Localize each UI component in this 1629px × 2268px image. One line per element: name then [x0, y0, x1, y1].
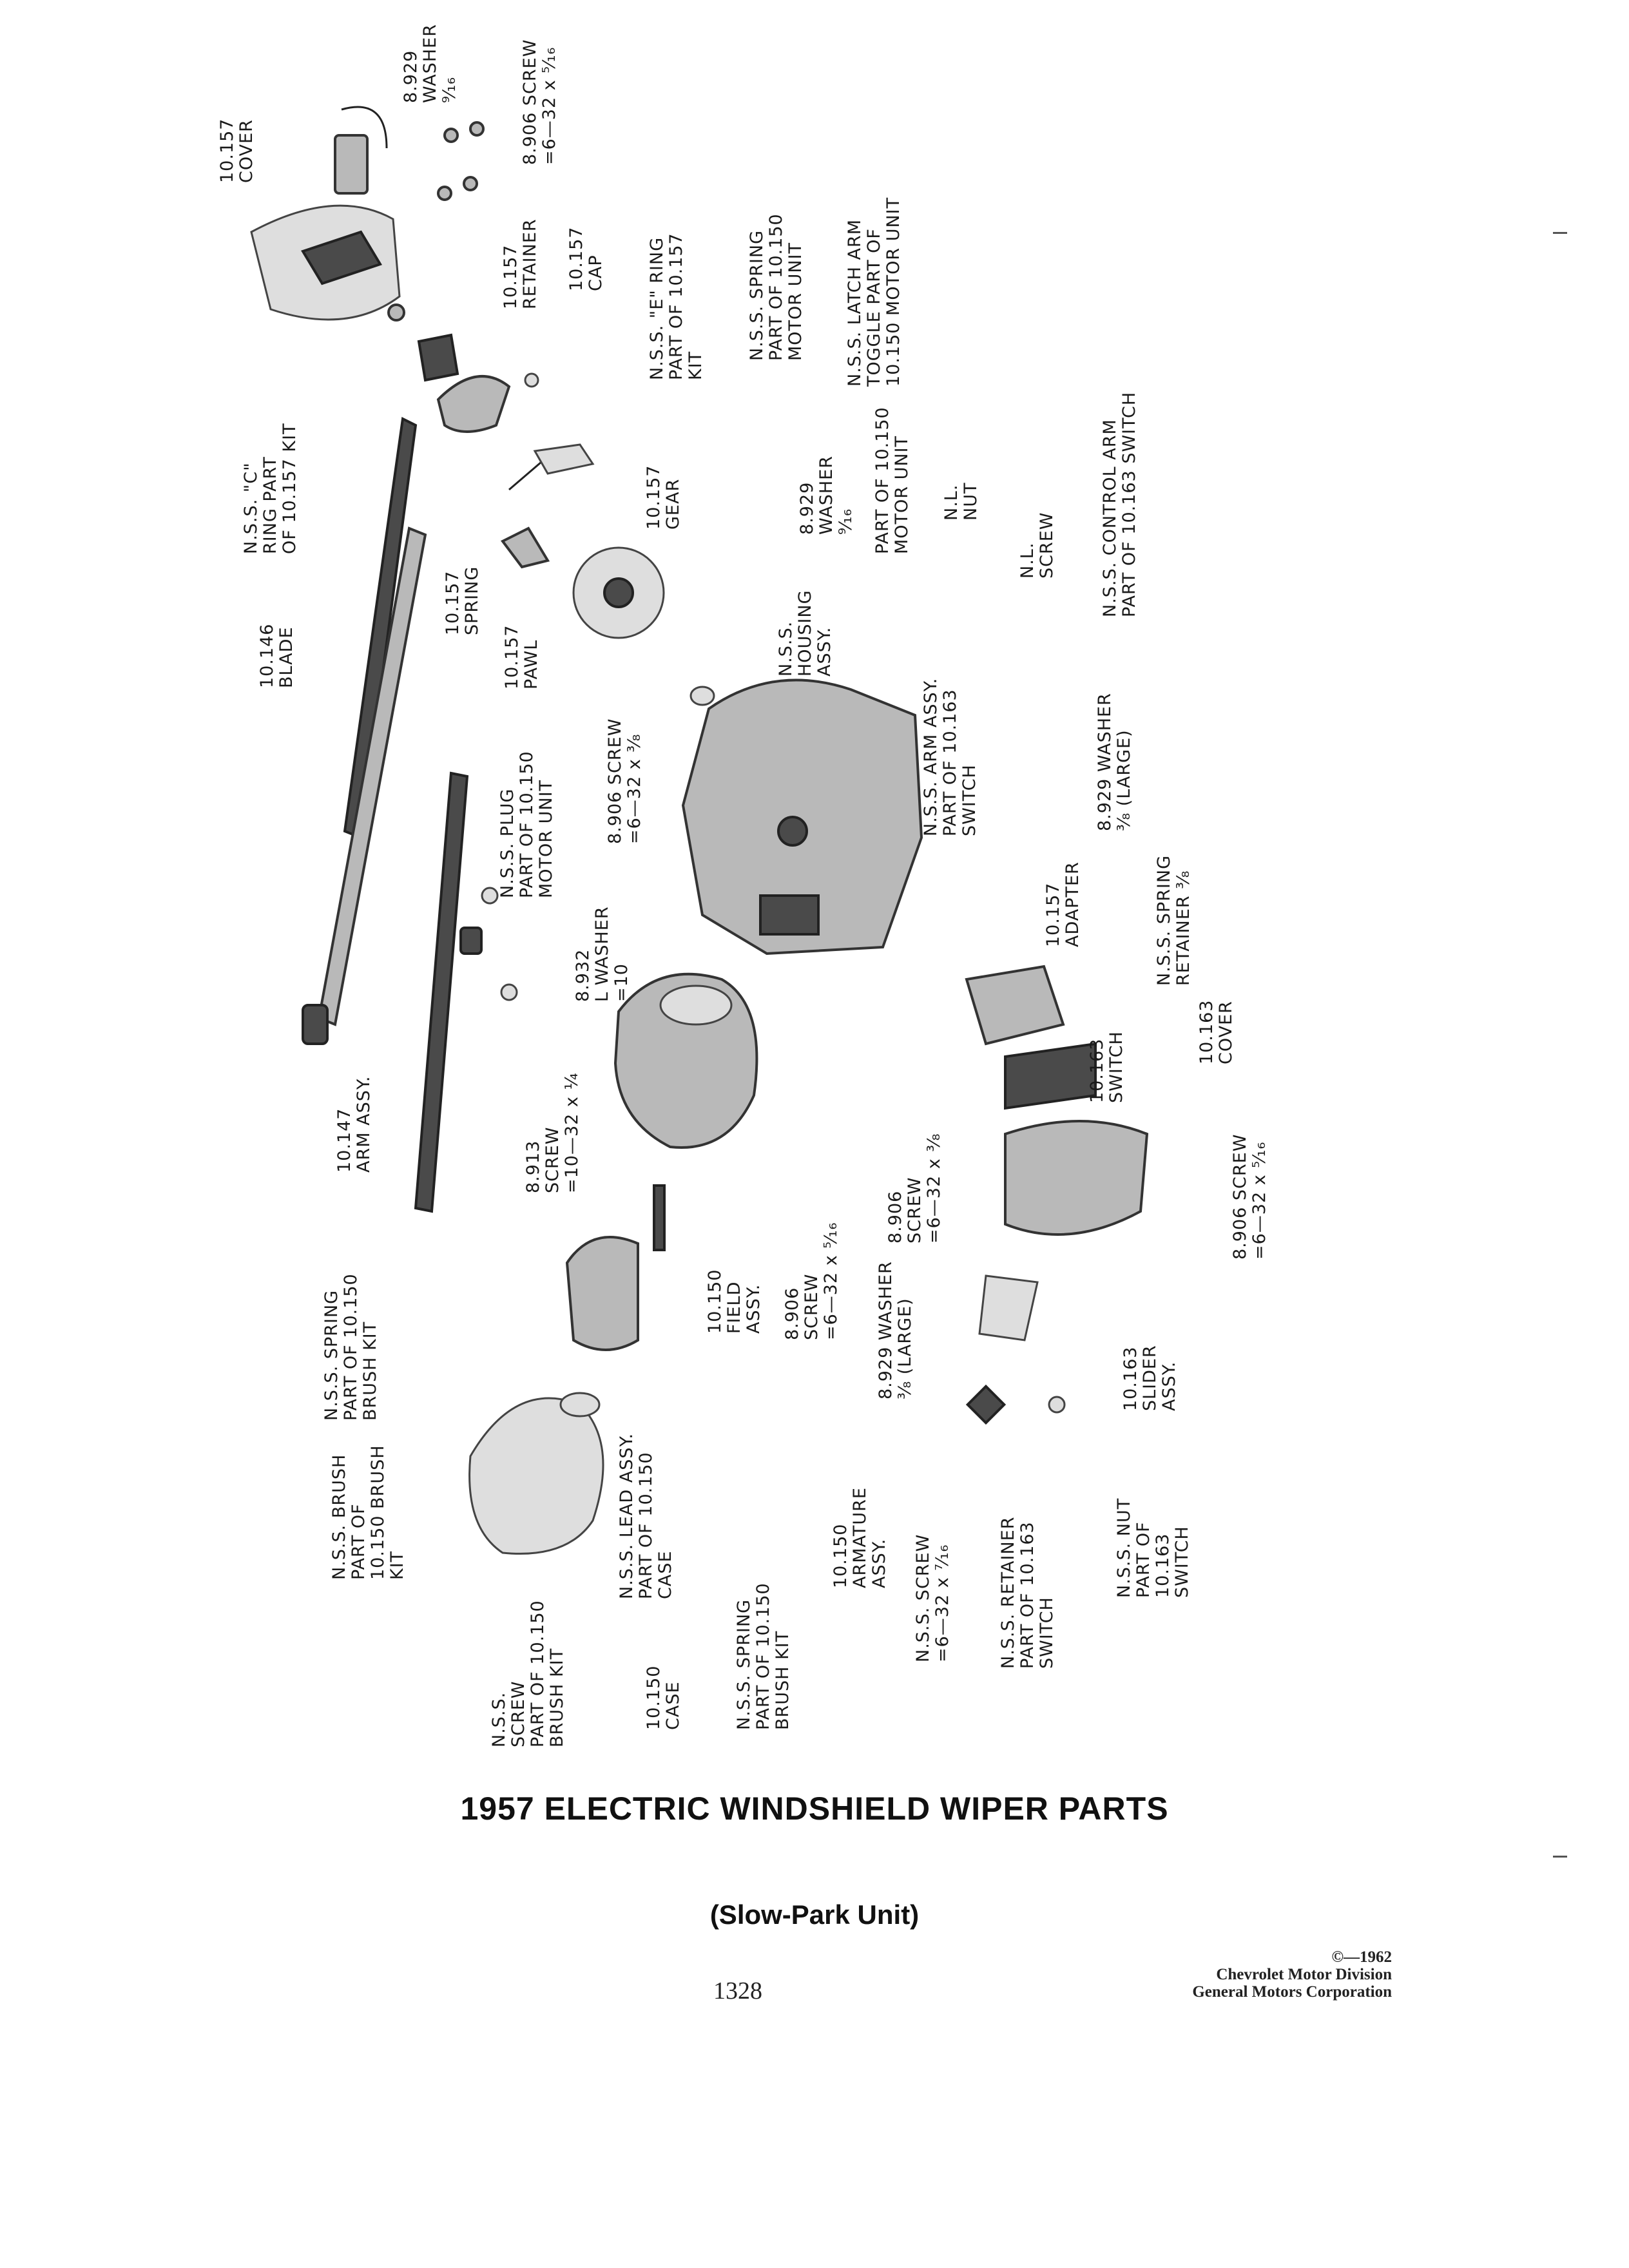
label-plug: N.S.S. PLUG PART OF 10.150 MOTOR UNIT: [497, 751, 556, 898]
motor-case-part: [470, 1393, 603, 1553]
label-spring-10157: 10.157 SPRING: [443, 566, 482, 635]
label-screw-8906-top: 8.906 SCREW =6—32 x ⁵⁄₁₆: [520, 39, 559, 165]
armature-part: [567, 1186, 664, 1350]
label-washer-8929-mid: 8.929 WASHER ⁹⁄₁₆: [797, 456, 856, 535]
label-spring-retainer: N.S.S. SPRING RETAINER ³⁄₈: [1154, 854, 1193, 986]
label-nut-switch: N.S.S. NUT PART OF 10.163 SWITCH: [1114, 1497, 1192, 1598]
label-washer-8929-top: 8.929 WASHER ⁹⁄₁₆: [401, 24, 459, 103]
label-lead-assy: N.S.S. LEAD ASSY. PART OF 10.150 CASE: [617, 1432, 675, 1599]
label-nl-screw: N.L. SCREW: [1017, 512, 1057, 579]
label-field-assy: 10.150 FIELD ASSY.: [705, 1269, 764, 1334]
label-screw-nss-716: N.S.S. SCREW =6—32 x ⁷⁄₁₆: [913, 1533, 952, 1662]
label-latch-arm: N.S.S. LATCH ARM TOGGLE PART OF 10.150 MOTOR UNIT: [845, 197, 903, 387]
label-arm-assy-switch: N.S.S. ARM ASSY. PART OF 10.163 SWITCH: [921, 677, 979, 836]
margin-mark-top: [1553, 232, 1567, 234]
label-slider-assy: 10.163 SLIDER ASSY.: [1121, 1345, 1179, 1411]
copyright-line-2: Chevrolet Motor Division: [1216, 1966, 1392, 1983]
label-washer-8929-large: 8.929 WASHER ³⁄₈ (LARGE): [1095, 693, 1134, 831]
label-switch-10163: 10.163 SWITCH: [1087, 1031, 1126, 1103]
motor-cover-part: [251, 107, 400, 320]
copyright-block: [1121, 1948, 1392, 2001]
label-adapter-10157: 10.157 ADAPTER: [1043, 861, 1083, 947]
margin-mark-bottom: [1553, 1856, 1567, 1858]
label-cap-10157: 10.157 CAP: [566, 226, 606, 291]
label-screw-8906-b: 8.906 SCREW =6—32 x ³⁄₈: [885, 1133, 944, 1244]
label-screw-8906-right: 8.906 SCREW =6—32 x ⁵⁄₁₆: [1230, 1133, 1269, 1260]
spring-pawl-parts: [503, 445, 593, 567]
label-washer-8929-low: 8.929 WASHER ³⁄₈ (LARGE): [876, 1261, 915, 1399]
label-screw-8913: 8.913 SCREW =10—32 x ¼: [523, 1072, 582, 1193]
label-e-ring: N.S.S. "E" RING PART OF 10.157 KIT: [647, 233, 706, 380]
label-screw-8906-a: 8.906 SCREW =6—32 x ⁵⁄₁₆: [782, 1222, 841, 1340]
label-cover-10157: 10.157 COVER: [217, 118, 256, 183]
copyright-line-3: General Motors Corporation: [1192, 1983, 1392, 2001]
label-control-arm: N.S.S. CONTROL ARM PART OF 10.163 SWITCH: [1100, 391, 1139, 617]
gear-part: [574, 548, 664, 638]
label-spring-motor-unit: N.S.S. SPRING PART OF 10.150 MOTOR UNIT: [747, 213, 805, 361]
housing-part: [683, 680, 921, 954]
copyright-line-1: ©—1962: [1331, 1948, 1392, 1966]
label-case-10150: 10.150 CASE: [644, 1665, 683, 1730]
second-blade-part: [416, 773, 467, 1211]
wiper-arm-part: [303, 528, 425, 1044]
label-brush: N.S.S. BRUSH PART OF 10.150 BRUSH KIT: [329, 1445, 407, 1580]
label-part-of-motor-unit: PART OF 10.150 MOTOR UNIT: [872, 407, 912, 554]
label-blade-10146: 10.146 BLADE: [257, 623, 296, 688]
label-armature-assy: 10.150 ARMATURE ASSY.: [831, 1487, 889, 1588]
page-number: 1328: [713, 1977, 762, 2004]
retainer-cap-parts: [419, 335, 538, 432]
label-nss-screw-brush-kit: N.S.S. SCREW PART OF 10.150 BRUSH KIT: [489, 1600, 567, 1747]
label-retainer-switch: N.S.S. RETAINER PART OF 10.163 SWITCH: [998, 1516, 1057, 1669]
label-arm-assy-10147: 10.147 ARM ASSY.: [334, 1075, 374, 1173]
label-housing-assy: N.S.S. HOUSING ASSY.: [776, 590, 834, 677]
label-gear-10157: 10.157 GEAR: [644, 465, 683, 530]
label-pawl-10157: 10.157 PAWL: [502, 624, 541, 689]
page-subtitle: (Slow-Park Unit): [709, 1899, 920, 1930]
label-c-ring: N.S.S. "C" RING PART OF 10.157 KIT: [241, 423, 300, 554]
label-screw-8906-mid: 8.906 SCREW =6—32 x ³⁄₈: [605, 718, 644, 844]
plug-washers-parts: [461, 888, 517, 1000]
small-screws-top: [389, 122, 483, 320]
label-retainer-10157: 10.157 RETAINER: [501, 218, 540, 309]
label-nl-nut: N.L. NUT: [941, 482, 981, 521]
label-spring-brush-kit-low: N.S.S. SPRING PART OF 10.150 BRUSH KIT: [734, 1582, 793, 1730]
label-spring-brush-kit-top: N.S.S. SPRING PART OF 10.150 BRUSH KIT: [322, 1273, 380, 1421]
page-title: 1957 ELECTRIC WINDSHIELD WIPER PARTS: [460, 1791, 1169, 1827]
field-assy-part: [615, 974, 757, 1148]
label-l-washer: 8.932 L WASHER =10: [573, 906, 631, 1002]
label-cover-10163: 10.163 COVER: [1197, 999, 1236, 1064]
